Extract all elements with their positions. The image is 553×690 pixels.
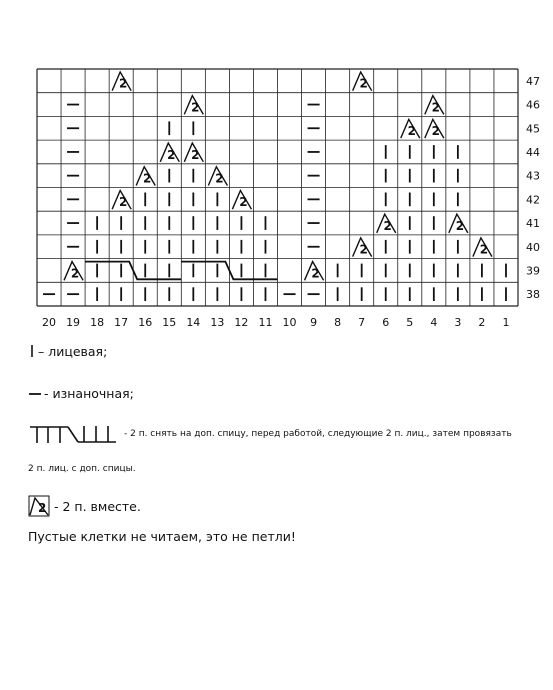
column-number: 18: [90, 316, 105, 329]
column-number: 5: [406, 316, 414, 329]
row-number: 47: [526, 74, 540, 88]
row-number: 45: [526, 122, 540, 136]
decrease-symbol-label: 2: [118, 76, 128, 91]
decrease-symbol-label: 2: [118, 195, 128, 210]
column-number: 16: [138, 316, 153, 329]
row-number: 38: [526, 288, 540, 302]
column-number: 9: [310, 316, 318, 329]
decrease-symbol-label: 2: [191, 100, 200, 115]
column-number: 1: [502, 316, 510, 329]
column-number: 2: [478, 316, 486, 329]
decrease-symbol-label: 2: [383, 218, 392, 233]
knitting-chart: [0, 0, 553, 330]
row-number: 46: [526, 98, 540, 112]
row-number: 39: [526, 264, 540, 278]
legend-note: [28, 529, 296, 544]
column-number: 14: [186, 316, 201, 329]
decrease-symbol-label: 2: [239, 195, 248, 210]
knit-stitch-icon: [28, 343, 38, 359]
column-number: 4: [430, 316, 438, 329]
legend-purl: [28, 385, 134, 401]
decrease-two-together-icon: [28, 495, 50, 517]
column-number: 20: [42, 316, 57, 329]
column-number: 6: [382, 316, 390, 329]
decrease-symbol-label: 2: [431, 100, 441, 115]
decrease-symbol-label: 2: [359, 242, 368, 257]
decrease-symbol-label: 2: [311, 266, 320, 281]
legend-decrease: [28, 495, 141, 517]
cable-cross-icon: [28, 423, 120, 445]
legend-note-text: Пустые клетки не читаем, это не петли!: [28, 529, 296, 544]
legend-decrease-label: - 2 п. вместе.: [54, 498, 141, 514]
column-number: 17: [114, 316, 129, 329]
legend-purl-label: - изнаночная;: [44, 385, 134, 401]
legend-cable-label-1: - 2 п. снять на доп. спицу, перед работой, следующие 2 п. лиц., затем провязать: [124, 429, 512, 439]
decrease-symbol-label: 2: [359, 76, 368, 91]
row-number: 41: [526, 217, 540, 231]
decrease-symbol-label: 2: [70, 266, 80, 281]
decrease-symbol-label: 2: [431, 124, 441, 139]
column-number: 11: [258, 316, 273, 329]
decrease-symbol-label: 2: [455, 218, 465, 233]
column-number: 8: [334, 316, 342, 329]
decrease-symbol-label: 2: [167, 147, 176, 162]
column-number: 15: [162, 316, 177, 329]
legend-cable: [28, 423, 512, 445]
decrease-symbol-label: 2: [479, 242, 489, 257]
row-number: 44: [526, 145, 540, 159]
decrease-symbol-label: 2: [191, 147, 200, 162]
column-number: 7: [358, 316, 366, 329]
column-number: 10: [282, 316, 297, 329]
row-number: 40: [526, 240, 540, 254]
column-number: 3: [454, 316, 462, 329]
column-number: 13: [210, 316, 225, 329]
decrease-symbol-label: 2: [215, 171, 224, 186]
decrease-symbol-label: 2: [143, 171, 152, 186]
legend-cable-label-2: 2 п. лиц. с доп. спицы.: [28, 464, 136, 474]
row-number: 43: [526, 169, 540, 183]
column-number: 12: [234, 316, 249, 329]
legend-knit-label: – лицевая;: [38, 343, 108, 359]
column-number: 19: [66, 316, 81, 329]
row-number: 42: [526, 193, 540, 207]
legend-cable-continued: [28, 464, 136, 474]
purl-stitch-icon: [28, 385, 44, 401]
decrease-symbol-label: 2: [407, 124, 416, 139]
legend-knit: [28, 343, 107, 359]
svg-text:2: 2: [38, 501, 47, 515]
